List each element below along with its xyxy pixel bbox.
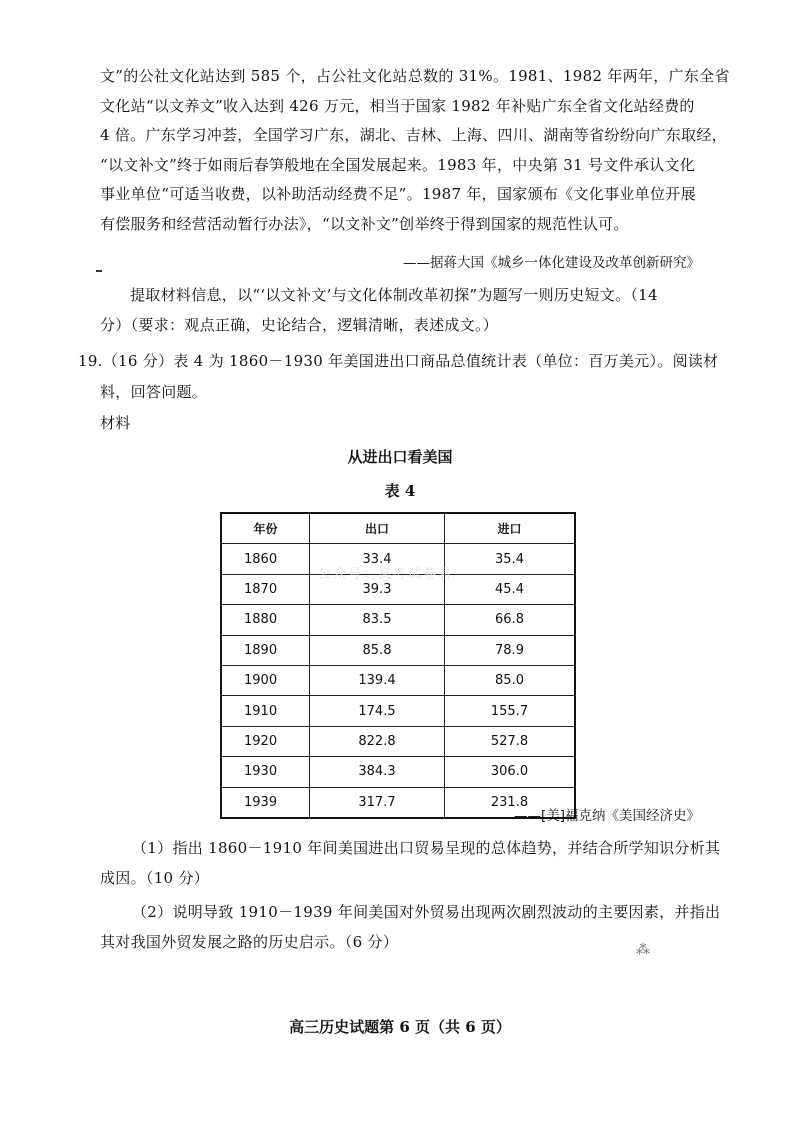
subquestion-1: [132, 834, 721, 864]
import-cell: 35.4: [445, 544, 576, 574]
export-cell: 822.8: [310, 726, 445, 756]
table-row: [221, 635, 575, 665]
text-line: 其对我国外贸发展之路的历史启示。（6 分）: [100, 933, 399, 951]
import-cell: 45.4: [445, 574, 576, 604]
import-cell: 155.7: [445, 696, 576, 726]
table-row: [221, 696, 575, 726]
text-line: （2）说明导致 1910－1939 年间美国对外贸易出现两次剧烈波动的主要因素，并指出: [132, 903, 721, 921]
text-line: 成因。（10 分）: [100, 869, 210, 887]
year-cell: 1870: [221, 574, 310, 604]
export-cell: 384.3: [310, 757, 445, 787]
task-prompt: [130, 281, 700, 311]
text-line: 4 倍。广东学习冲荟，全国学习广东，湖北、吉林、上海、四川、湖南等省纷纷向广东取经，: [100, 126, 727, 144]
column-header: 出口: [310, 513, 445, 544]
year-cell: 1930: [221, 757, 310, 787]
text-line: 文”的公社文化站达到 585 个，占公社文化站总数的 31%。1981、1982 年两年，广东全省: [100, 67, 730, 85]
year-cell: 1880: [221, 605, 310, 635]
material-paragraph: [100, 62, 730, 239]
text-line: 事业单位“可适当收费，以补助活动经费不足”。1987 年，国家颁布《文化事业单位开展: [100, 185, 696, 203]
task-prompt-cont: [100, 311, 700, 341]
export-cell: 174.5: [310, 696, 445, 726]
table-row: [221, 757, 575, 787]
scan-smudge: ⁂: [636, 942, 650, 958]
export-cell: 85.8: [310, 635, 445, 665]
year-cell: 1939: [221, 787, 310, 818]
table-label: 表 4: [384, 482, 416, 500]
text-line: “以文补文”终于如雨后春笋般地在全国发展起来。1983 年，中央第 31 号文件承认文化: [100, 155, 696, 174]
import-cell: 78.9: [445, 635, 576, 665]
subquestion-1-cont: [100, 864, 700, 894]
export-cell: 39.3: [310, 574, 445, 604]
text-line: （1）指出 1860－1910 年间美国进出口贸易呈现的总体趋势，并结合所学知识分析其: [132, 839, 721, 857]
export-cell: 139.4: [310, 665, 445, 695]
table-row: [221, 665, 575, 695]
text-line: 有偿服务和经营活动暂行办法》，“以文补文”创举终于得到国家的规范性认可。: [100, 214, 629, 233]
subquestion-2: [132, 898, 721, 928]
import-cell: 527.8: [445, 726, 576, 756]
table-source: ——[美]福克纳《美国经济史》: [513, 808, 700, 824]
text-line: 料，回答问题。: [100, 383, 208, 401]
material-source: ——据蒋大国《城乡一体化建设及改革创新研究》: [403, 255, 700, 271]
table-row: [221, 726, 575, 756]
import-cell: 231.8: [445, 787, 576, 818]
year-cell: 1910: [221, 696, 310, 726]
year-cell: 1920: [221, 726, 310, 756]
column-header: 进口: [445, 513, 576, 544]
export-cell: 317.7: [310, 787, 445, 818]
import-cell: 306.0: [445, 757, 576, 787]
table-header-row: [221, 513, 575, 544]
year-cell: 1860: [221, 544, 310, 574]
year-cell: 1890: [221, 635, 310, 665]
text-line: 19.（16 分）表 4 为 1860－1930 年美国进出口商品总值统计表（单位：百万美元）。阅读材: [78, 352, 719, 370]
text-line: 提取材料信息，以“‘以文补文’与文化体制改革初探”为题写一则历史短文。（14: [130, 286, 658, 304]
export-cell: 83.5: [310, 605, 445, 635]
question-19-stem-cont: [100, 378, 700, 408]
table-row: [221, 605, 575, 635]
subquestion-2-cont: [100, 928, 700, 958]
year-cell: 1900: [221, 665, 310, 695]
export-cell: 33.4: [310, 544, 445, 574]
watermark: 公众号：高考试卷君: [318, 567, 454, 582]
import-cell: 66.8: [445, 605, 576, 635]
question-19-stem: [78, 347, 719, 377]
column-header: 年份: [221, 513, 310, 544]
import-cell: 85.0: [445, 665, 576, 695]
material-heading: 从进出口看美国: [347, 448, 453, 466]
trade-table: [220, 512, 576, 819]
text-line: 分）（要求：观点正确，史论结合，逻辑清晰，表述成文。）: [100, 316, 499, 334]
text-line: 文化站“以文养文”收入达到 426 万元，相当于国家 1982 年补贴广东全省文化站经费的: [100, 96, 695, 115]
material-label: 材料: [100, 414, 131, 432]
page-footer: 高三历史试题第 6 页（共 6 页）: [289, 1018, 511, 1036]
scan-mark: [96, 270, 102, 272]
